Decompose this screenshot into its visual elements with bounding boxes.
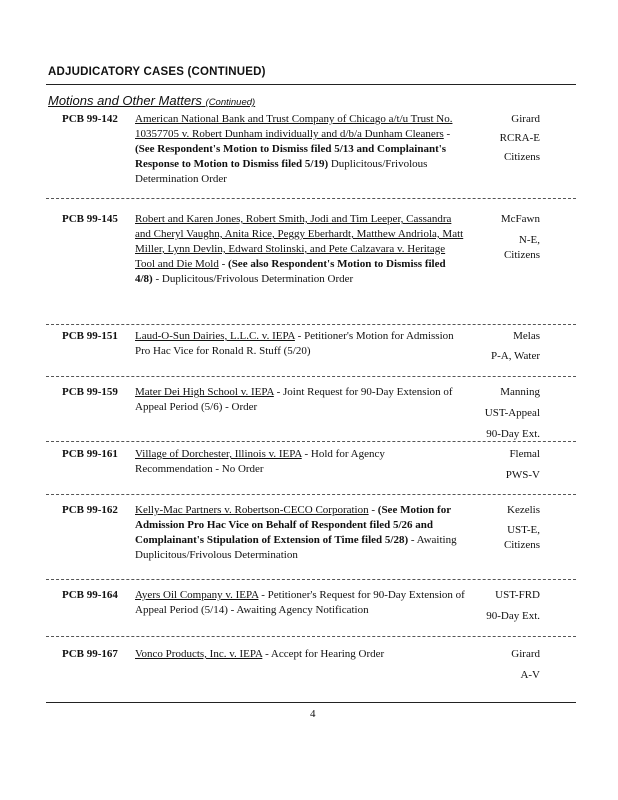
- case-assignment: [430, 212, 540, 263]
- case-assignment: [430, 447, 540, 483]
- case-type: P-A, Water: [490, 350, 540, 362]
- case-divider: [46, 494, 576, 495]
- case-title: Kelly-Mac Partners v. Robertson-CECO Corporation: [135, 504, 369, 516]
- case-title: Ayers Oil Company v. IEPA: [135, 589, 259, 601]
- case-board-member: Flemal: [509, 448, 540, 460]
- case-status: Petitioner's Request for 90-Day Extension of Appeal Period (5/14) - Awaiting Agency Notification: [135, 589, 465, 616]
- case-description: Village of Dorchester, Illinois v. IEPA - Hold for Agency Recommendation - No Order: [135, 448, 385, 475]
- case-status: Joint Request for 90-Day Extension of Appeal Period (5/6) - Order: [135, 386, 453, 413]
- case-assignment: [430, 647, 540, 683]
- case-source: Citizens: [503, 151, 540, 163]
- case-status: Petitioner's Motion for Admission Pro Hac Vice for Ronald R. Stuff (5/20): [135, 330, 454, 357]
- page-title: ADJUDICATORY CASES (CONTINUED): [48, 66, 266, 78]
- case-board-member: Kezelis: [507, 504, 540, 516]
- case-type: A-V: [520, 669, 540, 681]
- case-assignment: [430, 503, 540, 553]
- case-note: (See also Respondent's Motion to Dismiss filed 4/8): [135, 258, 446, 285]
- case-board-member: Manning: [500, 386, 540, 398]
- case-type: UST-Appeal: [484, 407, 540, 419]
- case-assignment: [430, 329, 540, 364]
- case-type: N-E,: [518, 234, 540, 246]
- case-divider: [46, 324, 576, 325]
- case-description: Vonco Products, Inc. v. IEPA - Accept for Hearing Order: [135, 648, 385, 660]
- section-subheader: [48, 93, 255, 108]
- case-number: PCB 99-161: [62, 448, 118, 460]
- case-number: PCB 99-164: [62, 589, 118, 601]
- case-board-member: McFawn: [500, 213, 540, 225]
- case-board-member: Girard: [511, 113, 540, 125]
- case-status: Hold for Agency Recommendation - No Order: [135, 448, 385, 475]
- case-title: Mater Dei High School v. IEPA: [135, 386, 274, 398]
- case-description: Robert and Karen Jones, Robert Smith, Jodi and Tim Leeper, Cassandra and Cheryl Vaughn, Anita Rice, Peggy Eberhardt, Matthew Andriola, Matt Miller, Lynn Devlin, Edward Stolinski, and Pete Calzavara v. Heritage Tool and Die Mold - (See also Respondent's Motion to Dismiss filed 4/8) - Duplicitous/Frivolous Determination Order: [135, 213, 464, 285]
- case-type: UST-E,: [507, 524, 540, 536]
- section-subheader-main: Motions and Other Matters: [48, 93, 202, 108]
- case-extension: 90-Day Ext.: [486, 428, 540, 440]
- case-number: PCB 99-159: [62, 386, 118, 398]
- case-status: - Awaiting Duplicitous/Frivolous Determination: [135, 534, 457, 561]
- case-description: Ayers Oil Company v. IEPA - Petitioner's Request for 90-Day Extension of Appeal Period (5/14) - Awaiting Agency Notification: [135, 589, 465, 616]
- case-title: Vonco Products, Inc. v. IEPA: [135, 648, 263, 660]
- header-divider: [46, 84, 576, 85]
- case-extension: 90-Day Ext.: [486, 610, 540, 622]
- case-status: Duplicitous/Frivolous Determination Order: [161, 273, 354, 285]
- case-title: Laud-O-Sun Dairies, L.L.C. v. IEPA: [135, 330, 295, 342]
- case-number: PCB 99-142: [62, 113, 118, 125]
- case-title: Village of Dorchester, Illinois v. IEPA: [135, 448, 302, 460]
- case-divider: [46, 376, 576, 377]
- case-divider: [46, 198, 576, 199]
- case-board-member: Girard: [511, 648, 540, 660]
- case-assignment: [430, 588, 540, 624]
- case-number: PCB 99-151: [62, 330, 118, 342]
- case-assignment: [430, 385, 540, 442]
- case-description: Laud-O-Sun Dairies, L.L.C. v. IEPA - Petitioner's Motion for Admission Pro Hac Vice for Ronald R. Stuff (5/20): [135, 330, 454, 357]
- case-description: Kelly-Mac Partners v. Robertson-CECO Corporation - (See Motion for Admission Pro Hac Vice on Behalf of Respondent filed 5/26 and Complainant's Stipulation of Extension of Time filed 5/28) - Awaiting Duplicitous/Frivolous Determination: [135, 504, 457, 561]
- case-type: RCRA-E: [499, 132, 540, 144]
- case-source: Citizens: [503, 539, 540, 551]
- case-divider: [46, 579, 576, 580]
- case-title: Robert and Karen Jones, Robert Smith, Jodi and Tim Leeper, Cassandra and Cheryl Vaughn, Anita Rice, Peggy Eberhardt, Matthew Andriola, Matt Miller, Lynn Devlin, Edward Stolinski, and Pete Calzavara v. Heritage Tool and Die Mold: [135, 213, 464, 270]
- section-subheader-continued: (Continued): [205, 97, 256, 108]
- case-type: PWS-V: [505, 469, 540, 481]
- case-type: UST-FRD: [495, 589, 540, 601]
- case-board-member: Melas: [513, 330, 540, 342]
- case-number: PCB 99-145: [62, 213, 118, 225]
- footer-divider: [46, 702, 576, 703]
- case-note: (See Respondent's Motion to Dismiss filed 5/13 and Complainant's Response to Motion to Dismiss filed 5/19): [135, 143, 447, 170]
- case-description: Mater Dei High School v. IEPA - Joint Request for 90-Day Extension of Appeal Period (5/6) - Order: [135, 386, 453, 413]
- case-divider: [46, 441, 576, 442]
- case-number: PCB 99-162: [62, 504, 118, 516]
- page-number: 4: [310, 708, 316, 720]
- case-status: Duplicitous/Frivolous Determination Order: [135, 158, 428, 185]
- case-status: Accept for Hearing Order: [270, 648, 385, 660]
- case-assignment: [430, 112, 540, 165]
- case-description: American National Bank and Trust Company of Chicago a/t/u Trust No. 10357705 v. Robert Dunham individually and d/b/a Dunham Cleaners - (See Respondent's Motion to Dismiss filed 5/13 and Complainant's Response to Motion to Dismiss filed 5/19) Duplicitous/Frivolous Determination Order: [135, 113, 453, 185]
- case-divider: [46, 636, 576, 637]
- case-source: Citizens: [503, 249, 540, 261]
- case-number: PCB 99-167: [62, 648, 118, 660]
- case-title: American National Bank and Trust Company of Chicago a/t/u Trust No. 10357705 v. Robert Dunham individually and d/b/a Dunham Cleaners: [135, 113, 453, 140]
- case-note: (See Motion for Admission Pro Hac Vice on Behalf of Respondent filed 5/26 and Complainant's Stipulation of Extension of Time filed 5/28): [135, 504, 451, 546]
